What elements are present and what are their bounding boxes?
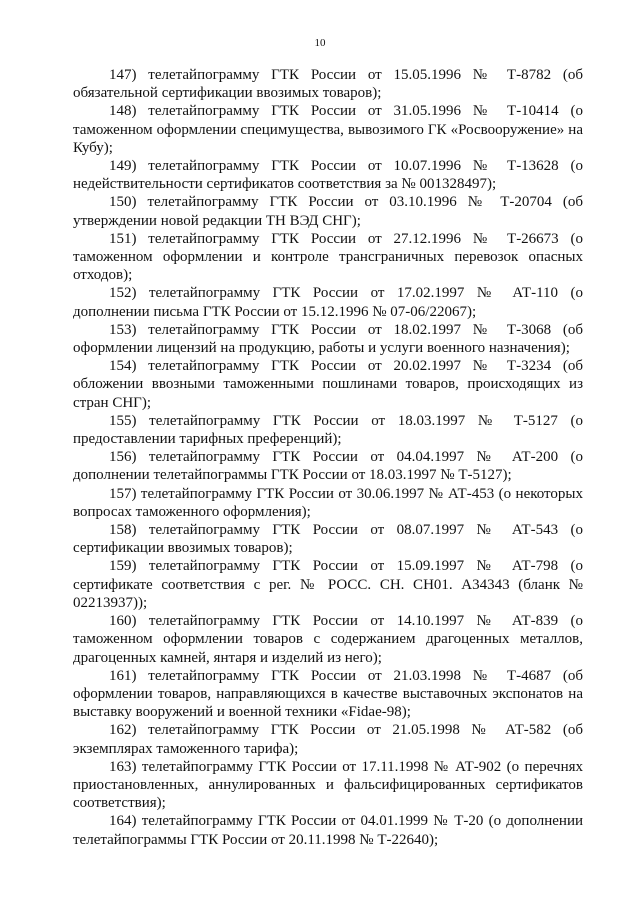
list-item: 148) телетайпограмму ГТК России от 31.05.1996 № Т-10414 (о таможенном оформлении специмущества, вывозимого ГК «Росвооружение» на Кубу); [73,103,583,156]
list-item: 164) телетайпограмму ГТК России от 04.01.1999 № Т-20 (о дополнении телетайпограммы ГТК России от 20.11.1998 № Т-22640); [73,813,583,848]
list-item: 159) телетайпограмму ГТК России от 15.09.1997 № АТ-798 (о сертификате соответствия с рег. № РОСС. СН. СН01. А34343 (бланк № 02213937)); [73,558,583,611]
list-item: 152) телетайпограмму ГТК России от 17.02.1997 № АТ-110 (о дополнении письма ГТК России от 15.12.1996 № 07-06/22067); [73,285,583,320]
document-body [73,66,583,849]
list-item: 162) телетайпограмму ГТК России от 21.05.1998 № АТ-582 (об экземплярах таможенного тарифа); [73,722,583,757]
list-item: 155) телетайпограмму ГТК России от 18.03.1997 № Т-5127 (о предоставлении тарифных преференций); [73,412,583,448]
list-item: 160) телетайпограмму ГТК России от 14.10.1997 № АТ-839 (о таможенном оформлении товаров с содержанием драгоценных металлов, драгоценных камней, янтаря и изделий из него); [73,613,583,666]
list-item: 158) телетайпограмму ГТК России от 08.07.1997 № АТ-543 (о сертификации ввозимых товаров); [73,522,583,557]
list-item: 156) телетайпограмму ГТК России от 04.04.1997 № АТ-200 (о дополнении телетайпограммы ГТК России от 18.03.1997 № Т-5127); [73,449,583,484]
list-item: 163) телетайпограмму ГТК России от 17.11.1998 № АТ-902 (о перечнях приостановленных, аннулированных и фальсифицированных сертификатов соответствия); [73,758,583,812]
list-item: 154) телетайпограмму ГТК России от 20.02.1997 № Т-3234 (об обложении ввозными таможенными пошлинами товаров, происходящих из стран СНГ); [73,358,583,411]
list-item: 161) телетайпограмму ГТК России от 21.03.1998 № Т-4687 (об оформлении товаров, направляющихся в качестве выставочных экспонатов на выставку вооружений и военной техники «Fidae-98); [73,667,583,721]
list-item: 153) телетайпограмму ГТК России от 18.02.1997 № Т-3068 (об оформлении лицензий на продукцию, работы и услуги военного назначения); [73,321,583,357]
list-item: 151) телетайпограмму ГТК России от 27.12.1996 № Т-26673 (о таможенном оформлении и контроле трансграничных перевозок опасных отходов); [73,230,583,284]
list-item: 150) телетайпограмму ГТК России от 03.10.1996 № Т-20704 (об утверждении новой редакции ТН ВЭД СНГ); [73,194,583,229]
list-item: 147) телетайпограмму ГТК России от 15.05.1996 № Т-8782 (об обязательной сертификации ввозимых товаров); [73,67,583,102]
list-item: 149) телетайпограмму ГТК России от 10.07.1996 № Т-13628 (о недействительности сертификатов соответствия за № 001328497); [73,158,583,193]
list-item: 157) телетайпограмму ГТК России от 30.06.1997 № АТ-453 (о некоторых вопросах таможенного оформления); [73,485,583,520]
page-number: 10 [314,37,326,49]
